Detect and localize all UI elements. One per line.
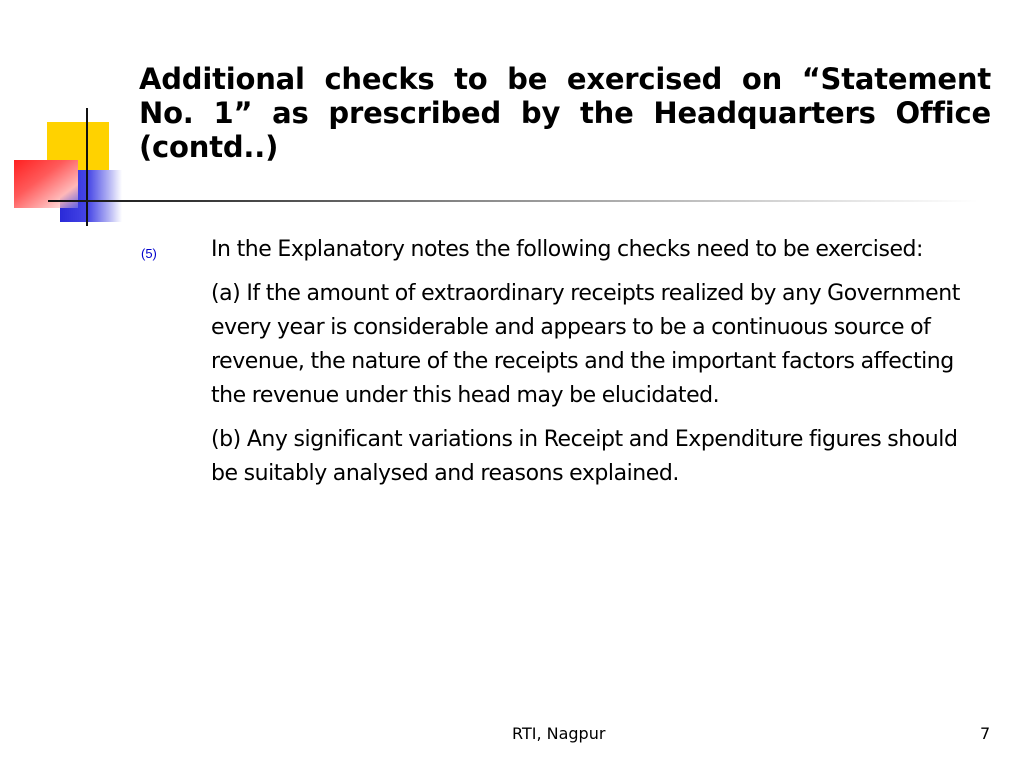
page-number: 7 bbox=[980, 724, 991, 743]
bullet-number: (5) bbox=[141, 246, 157, 261]
paragraph-b: (b) Any significant variations in Receipt and Expenditure figures should be suitably analysed and reasons explained. bbox=[211, 427, 958, 486]
slide-body bbox=[140, 233, 990, 501]
bullet-item bbox=[140, 233, 990, 491]
title-underline bbox=[48, 200, 978, 202]
footer-text: RTI, Nagpur bbox=[512, 724, 606, 743]
paragraph-intro: In the Explanatory notes the following checks need to be exercised: bbox=[211, 237, 924, 262]
paragraph-a: (a) If the amount of extraordinary receipts realized by any Government every year is considerable and appears to be a continuous source of revenue, the nature of the receipts and the important factors affecting the revenue under this head may be elucidated. bbox=[211, 281, 960, 408]
corner-decoration bbox=[0, 0, 140, 230]
slide-title: Additional checks to be exercised on “Statement No. 1” as prescribed by the Headquarters Office (contd..) bbox=[139, 62, 991, 164]
vertical-divider-line bbox=[86, 108, 88, 226]
